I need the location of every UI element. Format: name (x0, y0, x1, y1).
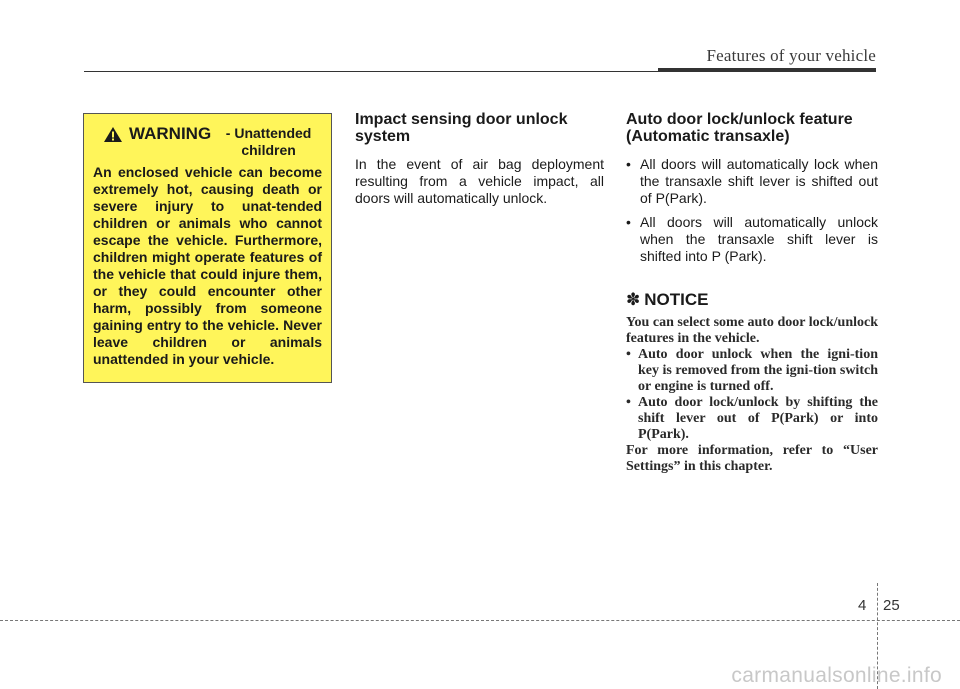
auto-lock-bullet-2: All doors will automatically unlock when the transaxle shift lever is shifted into P (Park). (640, 214, 878, 264)
notice-star-icon: ✽ (626, 290, 641, 309)
notice-body (626, 315, 878, 475)
impact-body: In the event of air bag deployment resulting from a vehicle impact, all doors will automatically unlock. (355, 156, 604, 206)
notice-heading-label: NOTICE (644, 290, 709, 309)
footer-rule (0, 620, 960, 621)
bullet-dot: • (626, 347, 631, 362)
bullet-dot: • (626, 156, 631, 172)
warning-box (83, 113, 332, 383)
header-rule-accent (658, 68, 876, 72)
auto-lock-heading: Auto door lock/unlock feature (Automatic transaxle) (626, 111, 853, 145)
auto-lock-list (626, 156, 878, 265)
bullet-dot: • (626, 214, 631, 230)
warning-subtitle (215, 125, 322, 159)
notice-bullet-1: Auto door unlock when the igni-tion key is removed from the igni-tion switch or engine is turned off. (638, 347, 878, 394)
list-item (626, 347, 878, 395)
warning-triangle-icon (103, 126, 123, 143)
auto-lock-bullet-1: All doors will automatically lock when the transaxle shift lever is shifted out of P(Park). (640, 156, 878, 206)
list-item (626, 395, 878, 443)
auto-lock-section (626, 111, 878, 475)
warning-body: An enclosed vehicle can become extremely hot, causing death or severe injury to unat-tended children or animals who cannot escape the vehicle. Furthermore, children might operate features of the vehicle that could injure them, or they could encounter other harm, possibly from someone gaining entry to the vehicle. Never leave children or animals unattended in your vehicle. (93, 164, 322, 367)
page-number: 25 (883, 597, 900, 614)
impact-heading: Impact sensing door unlock system (355, 111, 568, 145)
list-item (626, 156, 878, 207)
list-item (626, 214, 878, 265)
notice-list (626, 347, 878, 443)
chapter-number: 4 (858, 597, 867, 614)
watermark: carmanualsonline.info (731, 664, 942, 687)
notice-bullet-2: Auto door lock/unlock by shifting the shift lever out of P(Park) or into P(Park). (638, 395, 878, 442)
impact-section (355, 111, 604, 207)
notice-intro: You can select some auto door lock/unlock features in the vehicle. (626, 315, 878, 346)
warning-label: WARNING (129, 124, 212, 143)
notice-heading (626, 291, 878, 309)
notice-outro: For more information, refer to “User Settings” in this chapter. (626, 443, 878, 474)
warning-subtitle-line1: - Unattended (225, 125, 312, 141)
warning-subtitle-line2: children (241, 142, 296, 158)
page-header-title: Features of your vehicle (706, 46, 876, 65)
warning-header (93, 125, 322, 159)
bullet-dot: • (626, 395, 631, 410)
